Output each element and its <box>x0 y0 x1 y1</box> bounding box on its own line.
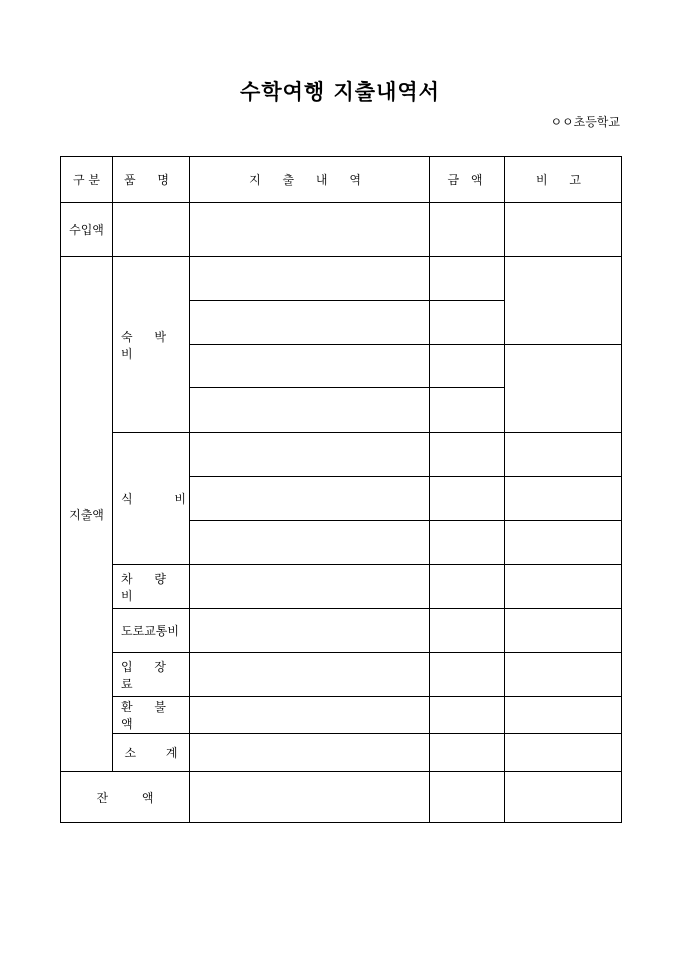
item-vehicle: 차 량 비 <box>113 565 190 609</box>
details-cell <box>190 257 430 301</box>
item-subtotal: 소 계 <box>113 734 190 772</box>
item-admission: 입 장 료 <box>113 653 190 697</box>
school-name: ㅇㅇ초등학교 <box>550 115 620 129</box>
subtotal-row <box>61 734 622 772</box>
amount-cell <box>430 257 505 301</box>
details-cell <box>190 609 430 653</box>
details-cell <box>190 345 430 388</box>
balance-row <box>61 772 622 823</box>
income-remarks-cell <box>505 203 622 257</box>
details-cell <box>190 477 430 521</box>
header-amount: 금 액 <box>430 157 505 203</box>
amount-cell <box>430 388 505 433</box>
remarks-cell <box>505 697 622 734</box>
amount-cell <box>430 565 505 609</box>
balance-label: 잔 액 <box>61 772 190 823</box>
lodging-row <box>61 257 622 301</box>
item-lodging: 숙 박 비 <box>113 257 190 433</box>
income-details-cell <box>190 203 430 257</box>
details-cell <box>190 565 430 609</box>
remarks-cell <box>505 345 622 433</box>
remarks-cell <box>505 477 622 521</box>
details-cell <box>190 653 430 697</box>
amount-cell <box>430 345 505 388</box>
amount-cell <box>430 653 505 697</box>
amount-cell <box>430 301 505 345</box>
meals-row <box>61 433 622 477</box>
income-item-cell <box>113 203 190 257</box>
remarks-cell <box>505 257 622 345</box>
amount-cell <box>430 433 505 477</box>
toll-row <box>61 609 622 653</box>
balance-amount-cell <box>430 772 505 823</box>
remarks-cell <box>505 433 622 477</box>
remarks-cell <box>505 609 622 653</box>
expense-label: 지출액 <box>61 257 113 772</box>
amount-cell <box>430 734 505 772</box>
amount-cell <box>430 477 505 521</box>
header-row <box>61 157 622 203</box>
remarks-cell <box>505 653 622 697</box>
income-row <box>61 203 622 257</box>
income-label: 수입액 <box>61 203 113 257</box>
header-remarks: 비 고 <box>505 157 622 203</box>
details-cell <box>190 734 430 772</box>
amount-cell <box>430 697 505 734</box>
income-amount-cell <box>430 203 505 257</box>
details-cell <box>190 697 430 734</box>
expense-table <box>60 156 622 823</box>
header-details: 지 출 내 역 <box>190 157 430 203</box>
vehicle-row <box>61 565 622 609</box>
header-category: 구 분 <box>61 157 113 203</box>
refund-row <box>61 697 622 734</box>
item-meals: 식 비 <box>113 433 190 565</box>
document-title: 수학여행 지출내역서 <box>240 79 440 104</box>
remarks-cell <box>505 521 622 565</box>
header-item: 품 명 <box>113 157 190 203</box>
balance-details-cell <box>190 772 430 823</box>
remarks-cell <box>505 734 622 772</box>
details-cell <box>190 301 430 345</box>
details-cell <box>190 521 430 565</box>
balance-remarks-cell <box>505 772 622 823</box>
amount-cell <box>430 609 505 653</box>
item-refund: 환 불 액 <box>113 697 190 734</box>
amount-cell <box>430 521 505 565</box>
item-toll: 도로교통비 <box>113 609 190 653</box>
admission-row <box>61 653 622 697</box>
details-cell <box>190 433 430 477</box>
details-cell <box>190 388 430 433</box>
remarks-cell <box>505 565 622 609</box>
